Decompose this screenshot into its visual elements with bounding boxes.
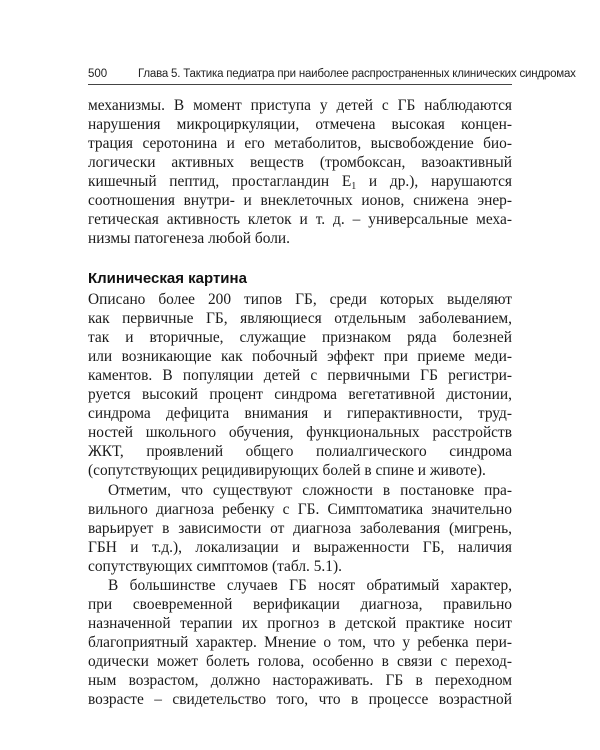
text-line: сопутствующих симптомов (табл. 5.1).	[88, 558, 342, 575]
text-line	[88, 172, 512, 191]
text-line: В большинстве случаев ГБ носят обратимый характер,	[108, 577, 512, 594]
paragraph-2	[88, 290, 512, 480]
text-line: Отметим, что существуют сложности в постановке пра-	[108, 482, 512, 499]
text-line: Описано более 200 типов ГБ, среди которых выделяют	[88, 291, 512, 308]
text-line: благоприятный характер. Мнение о том, что у ребенка пери-	[88, 634, 512, 651]
text-line: возрасте – свидетельство того, что в процессе возрастной	[88, 691, 512, 708]
text-line: ностей школьного обучения, функциональных расстройств	[88, 424, 512, 441]
paragraph-1	[88, 96, 512, 248]
text-line: логически активных веществ (тромбоксан, вазоактивный	[88, 154, 512, 171]
paragraph-4	[88, 576, 512, 709]
running-head: Глава 5. Тактика педиатра при наиболее распространенных клинических синдромах	[138, 68, 576, 80]
header-rule	[88, 84, 512, 85]
text-line: или возникающие как побочный эффект при приеме меди-	[88, 348, 512, 365]
section-heading: Клиническая картина	[88, 270, 247, 287]
page-number: 500	[88, 68, 108, 80]
page-header	[88, 66, 576, 84]
text-line: низмы патогенеза любой боли.	[88, 230, 290, 247]
text-line: варьирует в зависимости от диагноза заболевания (мигрень,	[88, 520, 512, 537]
text-line: гетическая активность клеток и т. д. – универсальные меха-	[88, 211, 512, 228]
text-line: соотношения внутри- и внеклеточных ионов, снижена энер-	[88, 192, 512, 209]
text-line: одически может болеть голова, особенно в связи с переход-	[88, 653, 512, 670]
text-line: назначенной терапии их прогноз в детской практике носит	[88, 615, 512, 632]
text-line: трация серотонина и его метаболитов, высвобождение био-	[88, 135, 512, 152]
text-line: ЖКТ, проявлений общего полиалгического синдрома	[88, 443, 512, 460]
text-line: нарушения микроциркуляции, отмечена высокая концен-	[88, 116, 512, 133]
text-line: как первичные ГБ, являющиеся отдельным заболеванием,	[88, 310, 512, 327]
text-line: при своевременной верификации диагноза, правильно	[88, 596, 512, 613]
text-line: синдрома дефицита внимания и гиперактивности, труд-	[88, 405, 512, 422]
text-line: так и вторичные, служащие признаком ряда болезней	[88, 329, 512, 346]
text-line: механизмы. В момент приступа у детей с ГБ наблюдаются	[88, 97, 512, 114]
text-line: ным возрастом, должно настораживать. ГБ в переходном	[88, 672, 512, 689]
text-line: руется высокий процент синдрома вегетативной дистонии,	[88, 386, 512, 403]
subscript: 1	[351, 181, 357, 192]
text-line: ГБН и т.д.), локализации и выраженности ГБ, наличия	[88, 539, 512, 556]
paragraph-3	[88, 481, 512, 576]
text-fragment: и др.), нарушаются	[356, 173, 512, 190]
text-fragment: кишечный пептид, простагландин E	[88, 173, 352, 190]
text-line: (сопутствующих рецидивирующих болей в спине и животе).	[88, 462, 486, 479]
text-line: каментов. В популяции детей с первичными ГБ регистри-	[88, 367, 512, 384]
text-line: вильного диагноза ребенку с ГБ. Симптоматика значительно	[88, 501, 512, 518]
